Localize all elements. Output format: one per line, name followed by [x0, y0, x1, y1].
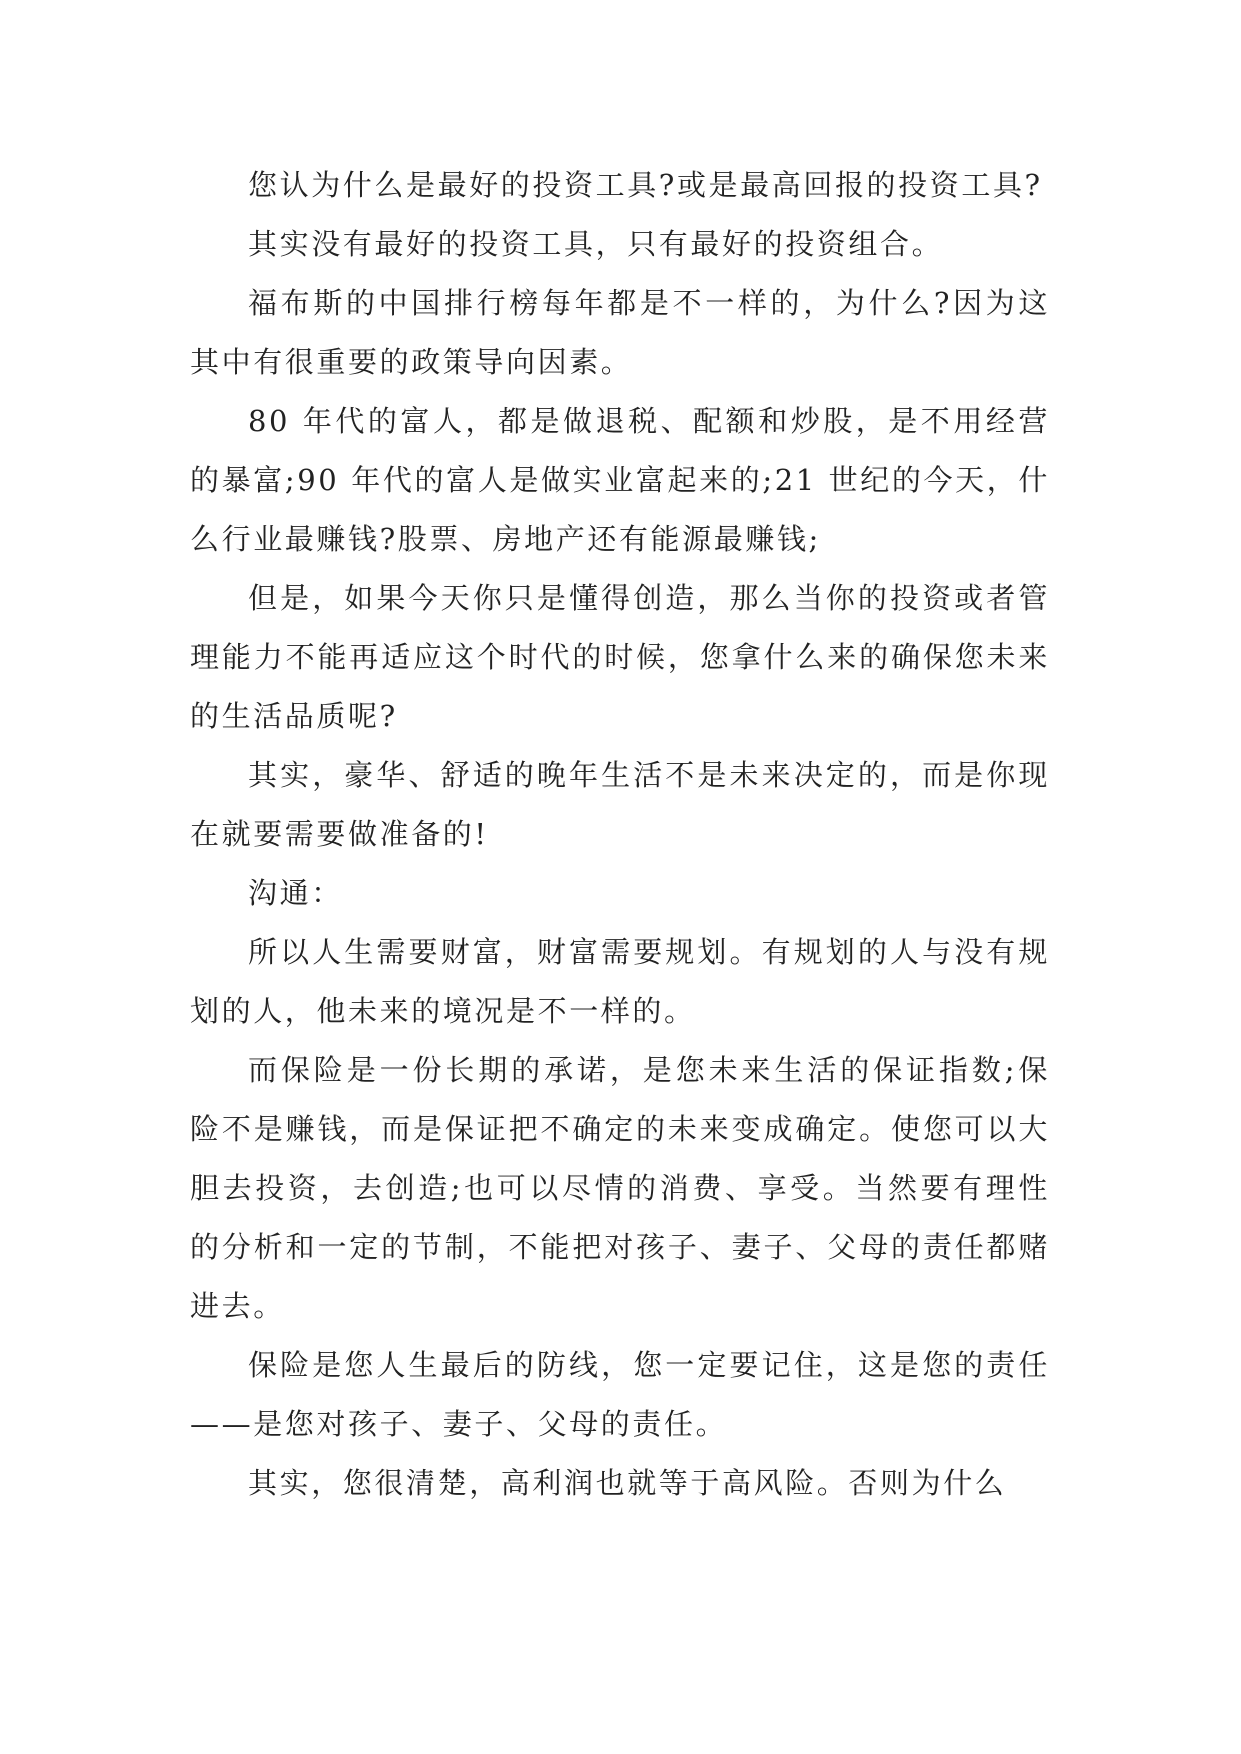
paragraph: 其实，您很清楚，高利润也就等于高风险。否则为什么 [248, 1466, 1007, 1500]
paragraph: 但是，如果今天你只是懂得创造，那么当你的投资或者管理能力不能再适应这个时代的时候，您拿什么来的确保您未来的生活品质呢? [190, 581, 1050, 733]
paragraph: 保险是您人生最后的防线，您一定要记住，这是您的责任——是您对孩子、妻子、父母的责任。 [190, 1348, 1050, 1441]
paragraph: 所以人生需要财富，财富需要规划。有规划的人与没有规划的人，他未来的境况是不一样的。 [190, 935, 1050, 1028]
paragraph: 80 年代的富人，都是做退税、配额和炒股，是不用经营的暴富;90 年代的富人是做实业富起来的;21 世纪的今天，什么行业最赚钱?股票、房地产还有能源最赚钱; [190, 404, 1050, 556]
paragraph: 其实，豪华、舒适的晚年生活不是未来决定的，而是你现在就要需要做准备的! [190, 758, 1050, 851]
paragraph: 福布斯的中国排行榜每年都是不一样的，为什么?因为这其中有很重要的政策导向因素。 [190, 286, 1050, 379]
paragraph: 其实没有最好的投资工具，只有最好的投资组合。 [248, 227, 944, 261]
section-label: 沟通： [248, 876, 343, 910]
paragraph: 您认为什么是最好的投资工具?或是最高回报的投资工具? [248, 168, 1043, 202]
paragraph: 而保险是一份长期的承诺，是您未来生活的保证指数;保险不是赚钱，而是保证把不确定的未来变成确定。使您可以大胆去投资，去创造;也可以尽情的消费、享受。当然要有理性的分析和一定的节制，不能把对孩子、妻子、父母的责任都赌进去。 [190, 1053, 1050, 1323]
document-body [190, 156, 1050, 1513]
